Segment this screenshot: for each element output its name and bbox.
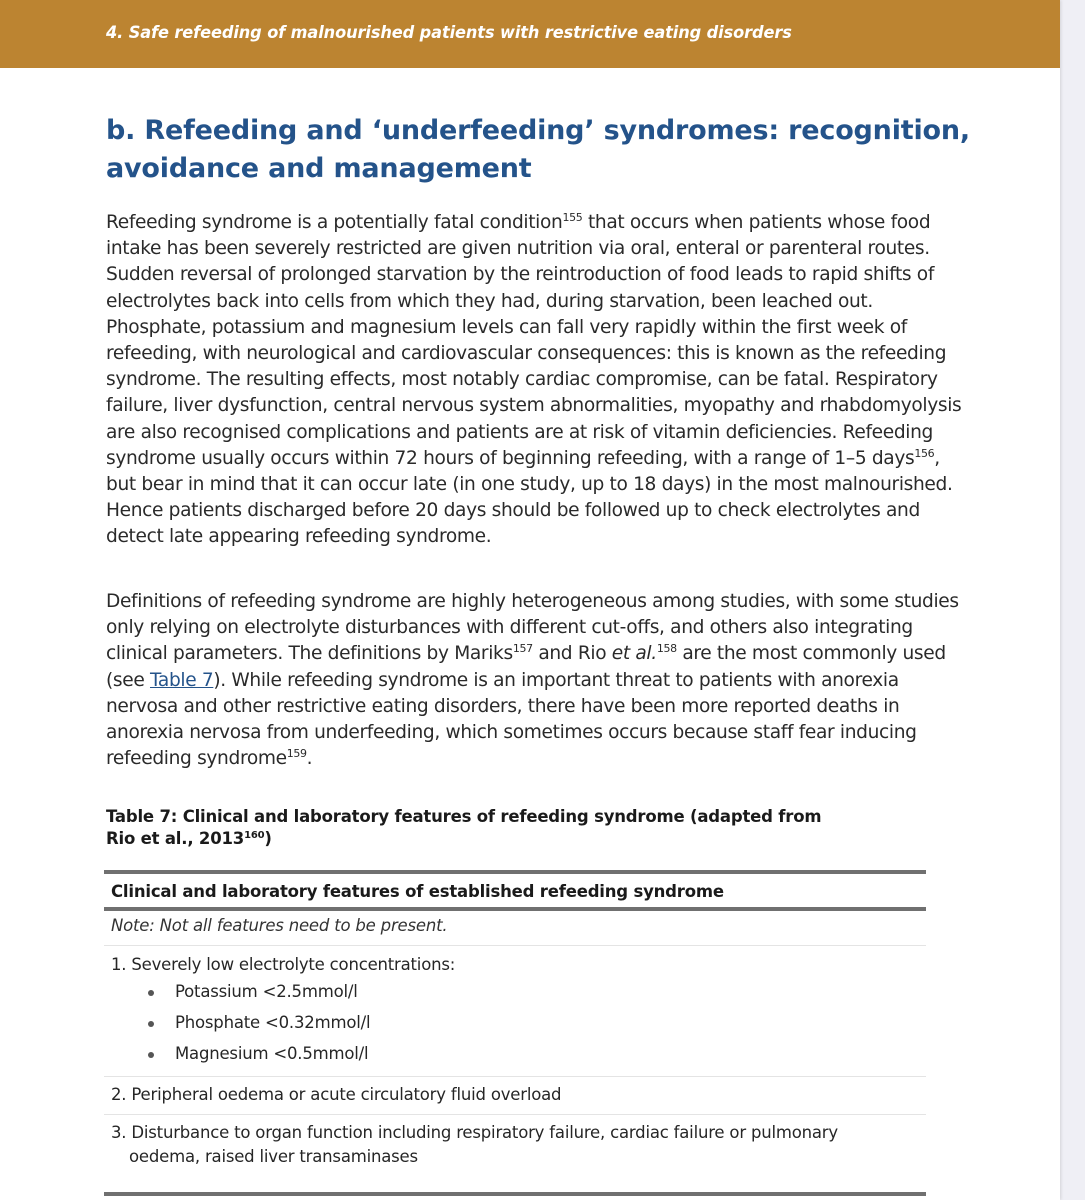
caption-line2: Rio et al., 2013 [106, 829, 245, 848]
row-text-line2: oedema, raised liver transaminases [129, 1147, 418, 1166]
bullet-icon [148, 990, 154, 996]
bullet-icon [148, 1052, 154, 1058]
table-header: Clinical and laboratory features of established refeeding syndrome [111, 882, 724, 901]
caption-line1: Table 7: Clinical and laboratory features of refeeding syndrome (adapted from [106, 807, 822, 826]
section-heading-line1: b. Refeeding and ‘underfeeding’ syndromes: recognition, [106, 115, 970, 146]
list-item [111, 1010, 926, 1041]
reference-160: 160 [244, 830, 265, 841]
reference-159: 159 [286, 747, 307, 761]
electrolyte-list [111, 979, 926, 1072]
row-text: 2. Peripheral oedema or acute circulatory fluid overload [111, 1085, 562, 1104]
text-run: . [306, 748, 313, 770]
chapter-title: 4. Safe refeeding of malnourished patients with restrictive eating disorders [106, 23, 792, 42]
features-table [104, 870, 926, 1196]
reference-158: 158 [656, 642, 677, 656]
et-al-italic: et al. [611, 643, 657, 665]
row-text: 1. Severely low electrolyte concentrations: [111, 955, 456, 974]
paragraph-definitions [106, 589, 966, 772]
text-run: and Rio [532, 643, 612, 665]
reference-156: 156 [914, 446, 935, 460]
reference-155: 155 [562, 211, 583, 224]
table-caption [106, 806, 866, 850]
reference-157: 157 [512, 642, 533, 656]
table-bottom-rule [104, 1192, 926, 1196]
list-item [111, 1041, 926, 1072]
section-heading-line2: avoidance and management [106, 153, 532, 184]
table-row [104, 946, 926, 1076]
bullet-text: Phosphate <0.32mmol/l [175, 1013, 371, 1032]
table-7-link[interactable]: Table 7 [149, 669, 214, 691]
text-run: Definitions of refeeding syndrome are highly heterogeneous among studies, with some studies only relying on electrolyte disturbances with different cut-offs, and others also integrating clinical parameters. The definitions by Mariks [106, 591, 959, 665]
text-run: ). While refeeding syndrome is an important threat to patients with anorexia nervosa and other restrictive eating disorders, there have been more reported deaths in anorexia nervosa from underfeeding, which sometimes occurs because staff fear inducing refeeding syndrome [106, 669, 917, 770]
text-run: Refeeding syndrome is a potentially fatal condition [106, 212, 563, 233]
caption-close: ) [264, 829, 272, 848]
chapter-banner [0, 0, 1060, 68]
list-item [111, 979, 926, 1010]
bullet-text: Magnesium <0.5mmol/l [175, 1044, 369, 1063]
bullet-icon [148, 1021, 154, 1027]
row-text [111, 1121, 926, 1169]
text-run: are the most commonly used (see [106, 643, 946, 691]
table-note: Note: Not all features need to be present. [111, 916, 448, 935]
bullet-text: Potassium <2.5mmol/l [175, 982, 358, 1001]
row-text-line1: 3. Disturbance to organ function including respiratory failure, cardiac failure or pulmonary [111, 1123, 838, 1142]
paragraph-refeeding-syndrome [106, 210, 966, 551]
text-run: that occurs when patients whose food intake has been severely restricted are given nutrition via oral, enteral or parenteral routes. Sudden reversal of prolonged starvation by the reintroduction of food leads to rapid shifts of electrolytes back into cells from which they had, during starvation, been leached out. Phosphate, potassium and magnesium levels can fall very rapidly within the first week of refeeding, with neurological and cardiovascular consequences: this is known as the refeeding syndrome. The resulting effects, most notably cardiac compromise, can be fatal. Respiratory failure, liver dysfunction, central nervous system abnormalities, myopathy and rhabdomyolysis are also recognised complications and patients are at risk of vitamin deficiencies. Refeeding syndrome usually occurs within 72 hours of beginning refeeding, with a range of 1–5 days [106, 212, 962, 469]
table-row [104, 1115, 926, 1192]
section-heading [106, 112, 986, 188]
text-run: , but bear in mind that it can occur late (in one study, up to 18 days) in the most malnourished. Hence patients discharged before 20 days should be followed up to check electrolytes and detect late appearing refeeding syndrome. [106, 447, 953, 548]
table-row [104, 1077, 926, 1114]
